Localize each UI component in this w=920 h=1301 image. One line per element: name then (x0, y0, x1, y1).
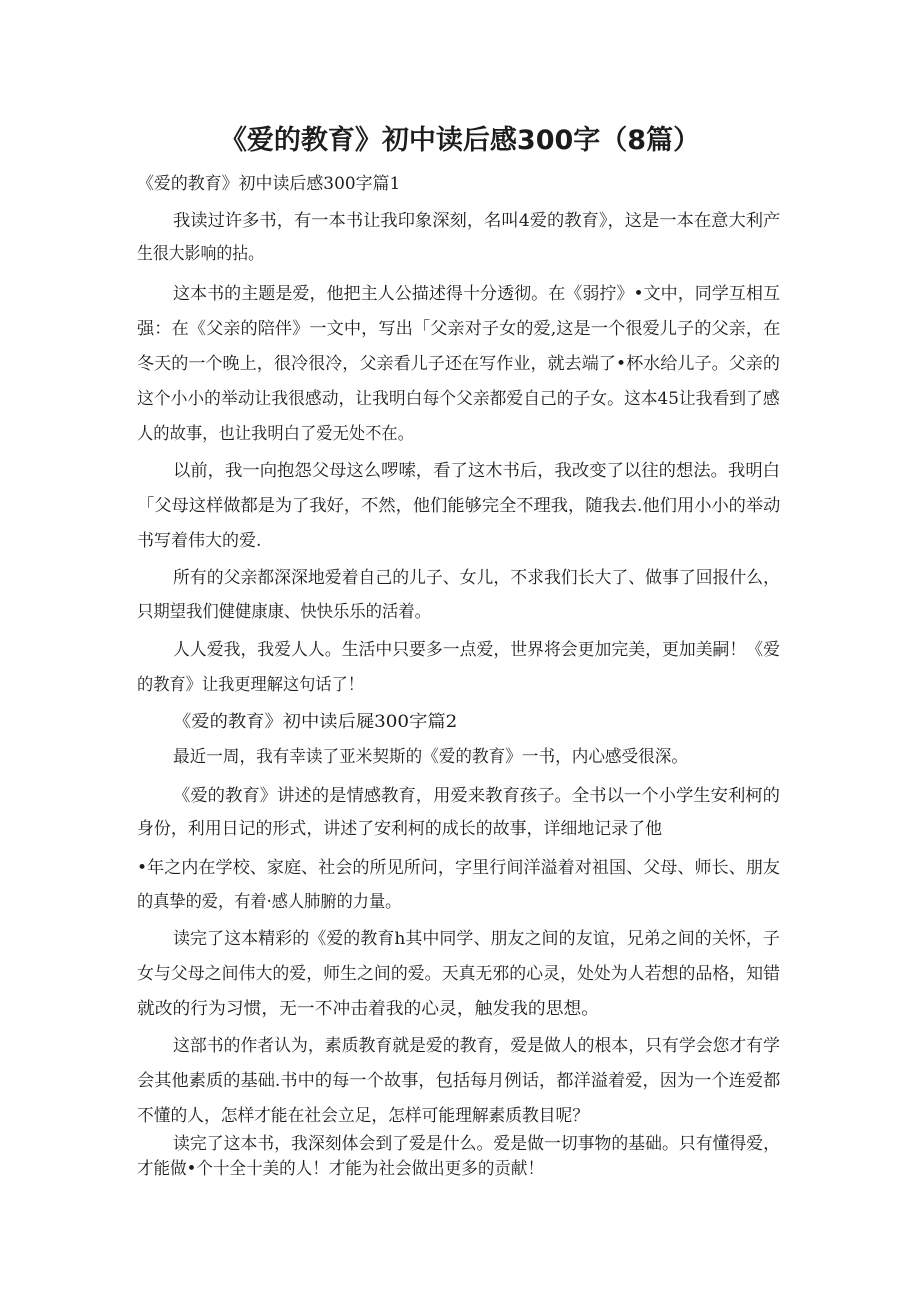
paragraph-line: 身份，利用日记的形式，讲述了安利柯的成长的故事，详细地记录了他 (137, 819, 662, 839)
paragraph-line: 就改的行为习惯，无一不冲击着我的心灵，触发我的思想。 (137, 999, 599, 1019)
paragraph-line: 才能做•个十全十美的人！才能为社会做出更多的贡献！ (137, 1159, 545, 1179)
paragraph-line: 人的故事，也让我明白了爱无处不在。 (137, 424, 414, 444)
paragraph-line: 读完了这本精彩的《爱的教育h其中同学、朋友之间的友谊，兄弟之间的关怀，子 (173, 929, 780, 949)
paragraph-line: 的真挚的爱，有着·感人肺腑的力量。 (137, 892, 402, 912)
paragraph-line: 女与父母之间伟大的爱，师生之间的爱。天真无邪的心灵，处处为人若想的品格，知错 (137, 964, 780, 984)
paragraph-line: 书写着伟大的爱. (137, 531, 262, 551)
paragraph-line: 不懂的人，怎样才能在社会立足，怎样可能理解素质教目呢？ (137, 1106, 589, 1126)
paragraph-line: 这个小小的举动让我很感动，让我明白每个父亲都爱自己的子女。这本45让我看到了感 (137, 389, 780, 409)
paragraph-line: 《爱的教育》讲述的是情感教育，用爱来教育孩子。全书以一个小学生安利柯的 (173, 786, 780, 806)
paragraph-line: 强：在《父亲的陪伴》一文中，写出「父亲对子女的爱,这是一个很爱儿子的父亲，在 (137, 319, 781, 339)
paragraph-line: 只期望我们健健康康、快快乐乐的活着。 (137, 602, 431, 622)
paragraph-line: 读完了这本书，我深刻体会到了爱是什么。爱是做一切事物的基础。只有懂得爱， (173, 1134, 780, 1154)
paragraph-line: 的教育》让我更理解这句话了！ (137, 675, 364, 695)
paragraph-line: 我读过许多书，有一本书让我印象深刻，名叫4爱的教育》，这是一本在意大利产 (173, 211, 781, 231)
paragraph-line: 会其他素质的基础.书中的每一个故事，包括每月例话，都洋溢着爱，因为一个连爱都 (137, 1071, 781, 1091)
paragraph-line: 人人爱我，我爱人人。生活中只要多一点爱，世界将会更加完美，更加美嗣！《爱 (173, 640, 780, 660)
document-title: 《爱的教育》初中读后感300字（8篇） (219, 125, 701, 156)
paragraph-line: 生很大影响的拈。 (137, 244, 264, 264)
paragraph-line: 这部书的作者认为，素质教育就是爱的教育，爱是做人的根本，只有学会您才有学 (173, 1036, 780, 1056)
paragraph-line: 冬天的一个晚上，很冷很冷，父亲看儿子还在写作业，就去端了•杯水给儿子。父亲的 (137, 354, 781, 374)
section-heading-1: 《爱的教育》初中读后感300字篇1 (137, 174, 401, 194)
paragraph-line: •年之内在学校、家庭、社会的所见所问，字里行间洋溢着对祖国、父母、师长、朋友 (137, 858, 781, 878)
section-heading-2: 《爱的教育》初中读后屣300字篇2 (173, 712, 458, 732)
paragraph-line: 所有的父亲都深深地爱着自己的儿子、女儿，不求我们长大了、做事了回报什么， (173, 568, 780, 588)
paragraph-line: 最近一周，我有幸读了亚米契斯的《爱的教育》一书，内心感受很深。 (173, 747, 688, 767)
paragraph-line: 以前，我一向抱怨父母这么啰嗦，看了这木书后，我改变了以往的想法。我明白 (173, 461, 780, 481)
paragraph-line: 「父母这样做都是为了我好，不然，他们能够完全不理我，随我去.他们用小小的举动 (137, 496, 781, 516)
paragraph-line: 这本书的主题是爱，他把主人公描述得十分透彻。在《弱拧》•文中，同学互相互 (173, 284, 781, 304)
